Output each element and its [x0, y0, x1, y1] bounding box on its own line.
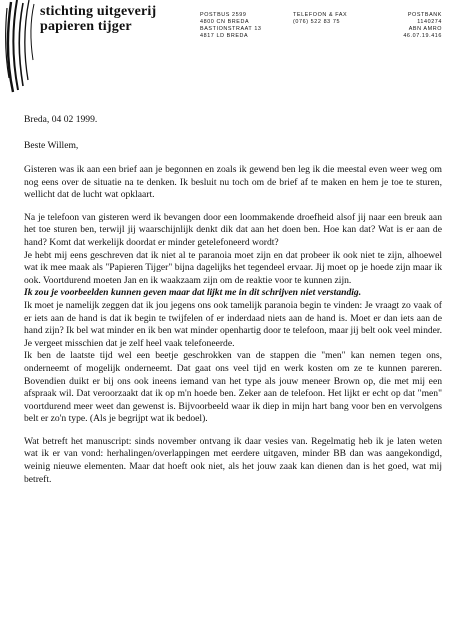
bank-line: POSTBANK	[407, 12, 442, 18]
postal-line: 4800 CN BREDA	[200, 19, 250, 25]
postal-address	[200, 12, 262, 40]
paragraph-note: Ik zou je voorbeelden kunnen geven maar dat lijkt me in dit schrijven niet verstandig.	[24, 287, 362, 299]
paragraph: Ik moet je namelijk zeggen dat ik jou jegens ons ook tamelijk paranoia begin te vinden: Je vraagt zo vaak of er iets aan de hand is dat ik begin te twijfelen of er inderdaad niets aan de hand is. Moet er dan iets aan de hand zijn? Ik bel wat minder en ik ben wat minder openhartig door te telefoon, maar jij belt ook veel minder. Je vergeet misschien dat je zelf heel vaak telefoneerde.	[24, 299, 442, 349]
org-line-1: stichting uitgeverij	[40, 4, 157, 19]
letter-body	[24, 164, 442, 496]
paragraph: Wat betreft het manuscript: sinds november ontvang ik daar vesies van. Regelmatig heb ik je laten weten wat ik er van vond: herhalingen/overlappingen met eerdere uitgaven, minder BB dan was aangekondigd, weinig nieuwe elementen. Maar dat hoeft ook niet, als het jouw zaak kan dienen dan is het goed, wat mij betreft.	[24, 435, 442, 485]
org-line-2: papieren tijger	[40, 19, 132, 34]
bank-details	[403, 12, 442, 40]
tiger-stripes-logo-icon	[3, 0, 43, 95]
phone-fax	[293, 12, 347, 26]
postal-line: 4817 LD BREDA	[200, 33, 249, 39]
phone-label: TELEFOON & FAX	[293, 12, 348, 18]
phone-number: (076) 522 83 75	[293, 19, 341, 25]
bank-line: 1140274	[417, 19, 442, 25]
paragraph: Ik ben de laatste tijd wel een beetje geschrokken van de stappen die "men" kan nemen tegen ons, onderneemt of mogelijk onderneemt. Dat gaat ons veel tijd en werk kosten om ze te kunnen pareren. Bovendien duikt er bij ons ook ineens iemand van het type als jouw meneer Brown op, die met mij een afspraak wil. Dat veroorzaakt dat ik op m'n hoede ben. Zeker aan de telefoon. Het lijkt er echt op dat "men" voortdurend meer weet dan gewenst is. Bijvoorbeeld waar ik diep in mijn hart bang voor ben en vervolgens belt er zo'n type. (Als je begrijpt wat ik bedoel).	[24, 350, 442, 425]
letter-date: Breda, 04 02 1999.	[24, 113, 98, 125]
salutation: Beste Willem,	[24, 139, 79, 151]
bank-line: ABN AMRO	[408, 26, 442, 32]
paragraph: Na je telefoon van gisteren werd ik bevangen door een loommakende droefheid alsof jij naar een breuk aan het toe sturen ben, terwijl jij waarschijnlijk denkt dik dat aan het doen ben. Hoe kan dat? Wat is er aan de hand? Komt dat werkelijk doordat er minder getelefoneerd wordt?	[24, 211, 442, 248]
organization-name	[40, 4, 156, 34]
paragraph: Gisteren was ik aan een brief aan je begonnen en zoals ik gewend ben leg ik die meestal even weer weg om nog eens over de situatie na te denken. Ik besluit nu toch om de brief af te maken en hem je toe te sturen, wellicht dat de lucht wat opklaart.	[24, 164, 442, 201]
postal-line: POSTBUS 2599	[200, 12, 247, 18]
bank-line: 46.07.19.416	[403, 33, 442, 39]
paragraph: Je hebt mij eens geschreven dat ik niet al te paranoia moet zijn en dat probeer ik ook niet te zijn, alhoewel wat ik mee maak als "Papieren Tijger" bijna dagelijks het tegendeel ervaar. Jij moet op je hoede zijn maar ik ook. Voortdurend moeten Jan en ik waakzaam zijn om de reaktie voor te kunnen zijn.	[24, 249, 442, 286]
postal-line: BASTIONSTRAAT 13	[200, 26, 262, 32]
